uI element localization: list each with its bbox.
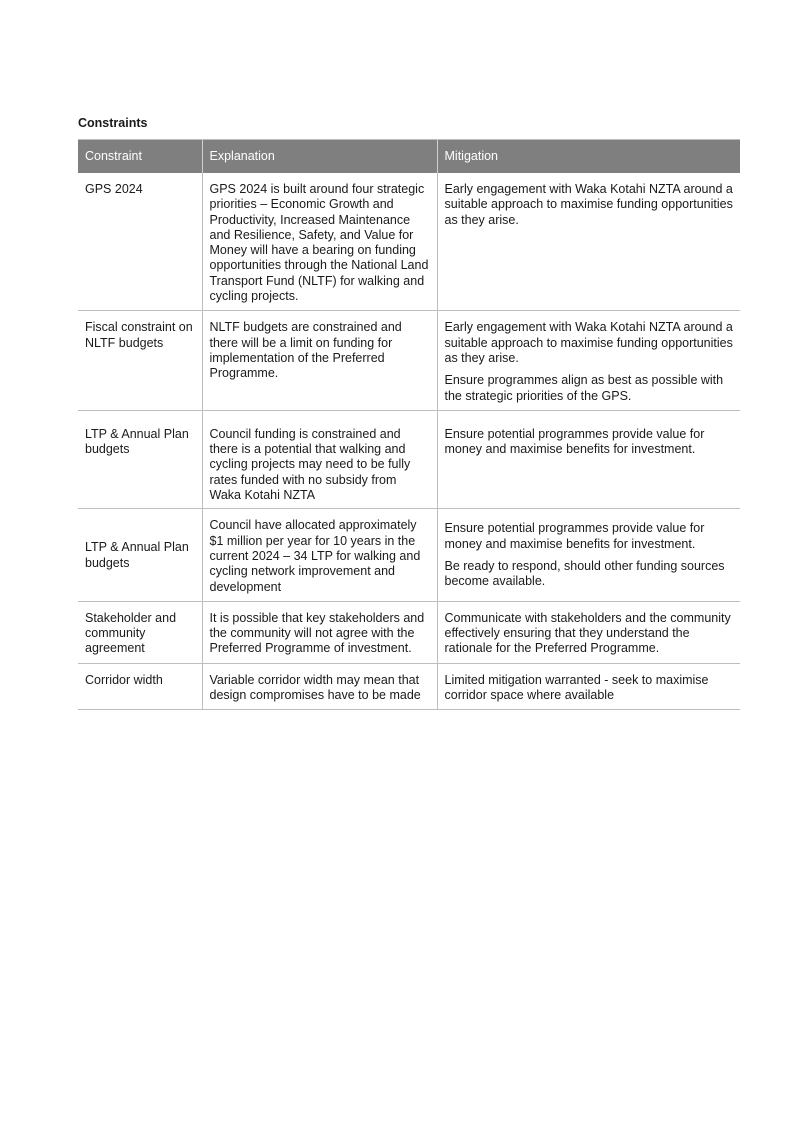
constraint-cell: LTP & Annual Plan budgets [78, 410, 202, 508]
table-row [78, 601, 740, 663]
mitigation-text: Limited mitigation warranted - seek to maximise corridor space where available [444, 672, 709, 703]
header-constraint: Constraint [78, 140, 202, 174]
mitigation-text: Ensure potential programmes provide value for money and maximise benefits for investment. [444, 426, 705, 457]
explanation-cell: Council funding is constrained and there is a potential that walking and cycling projects may need to be fully rates funded with no subsidy from Waka Kotahi NZTA [202, 410, 437, 508]
explanation-cell: Variable corridor width may mean that design compromises have to be made [202, 663, 437, 710]
header-explanation: Explanation [202, 140, 437, 174]
mitigation-cell [437, 410, 740, 508]
mitigation-cell [437, 173, 740, 311]
mitigation-cell [437, 509, 740, 601]
mitigation-text: Early engagement with Waka Kotahi NZTA around a suitable approach to maximise funding opportunities as they arise. [444, 182, 733, 227]
table-header [78, 140, 740, 174]
table-body [78, 173, 740, 710]
constraint-cell: LTP & Annual Plan budgets [78, 509, 202, 601]
table-row [78, 663, 740, 710]
section-title: Constraints [78, 116, 148, 130]
mitigation-text: Early engagement with Waka Kotahi NZTA around a suitable approach to maximise funding opportunities as they arise. [444, 320, 733, 365]
table-row [78, 173, 740, 311]
mitigation-cell [437, 663, 740, 710]
explanation-cell: Council have allocated approximately $1 million per year for 10 years in the current 2024 – 34 LTP for walking and cycling network improvement and development [202, 509, 437, 601]
mitigation-text: Communicate with stakeholders and the community effectively ensuring that they understand the rationale for the Preferred Programme. [444, 610, 731, 656]
explanation-cell: NLTF budgets are constrained and there will be a limit on funding for implementation of the Preferred Programme. [202, 311, 437, 410]
mitigation-text: Ensure potential programmes provide value for money and maximise benefits for investment. [444, 521, 705, 551]
constraint-cell: Stakeholder and community agreement [78, 601, 202, 663]
mitigation-text: Be ready to respond, should other funding sources become available. [444, 558, 725, 589]
explanation-cell: GPS 2024 is built around four strategic priorities – Economic Growth and Productivity, Increased Maintenance and Resilience, Safety, and Value for Money will have a bearing on funding opportunities through the National Land Transport Fund (NLTF) for walking and cycling projects. [202, 173, 437, 311]
constraint-cell: GPS 2024 [78, 173, 202, 311]
mitigation-cell [437, 601, 740, 663]
mitigation-cell [437, 311, 740, 410]
constraints-table [78, 139, 740, 710]
table-row [78, 311, 740, 410]
header-row [78, 140, 740, 174]
table-row [78, 410, 740, 508]
constraint-cell: Fiscal constraint on NLTF budgets [78, 311, 202, 410]
constraint-cell: Corridor width [78, 663, 202, 710]
header-mitigation: Mitigation [437, 140, 740, 174]
explanation-cell: It is possible that key stakeholders and the community will not agree with the Preferred Programme of investment. [202, 601, 437, 663]
table-row [78, 509, 740, 601]
mitigation-text: Ensure programmes align as best as possible with the strategic priorities of the GPS. [444, 373, 724, 403]
